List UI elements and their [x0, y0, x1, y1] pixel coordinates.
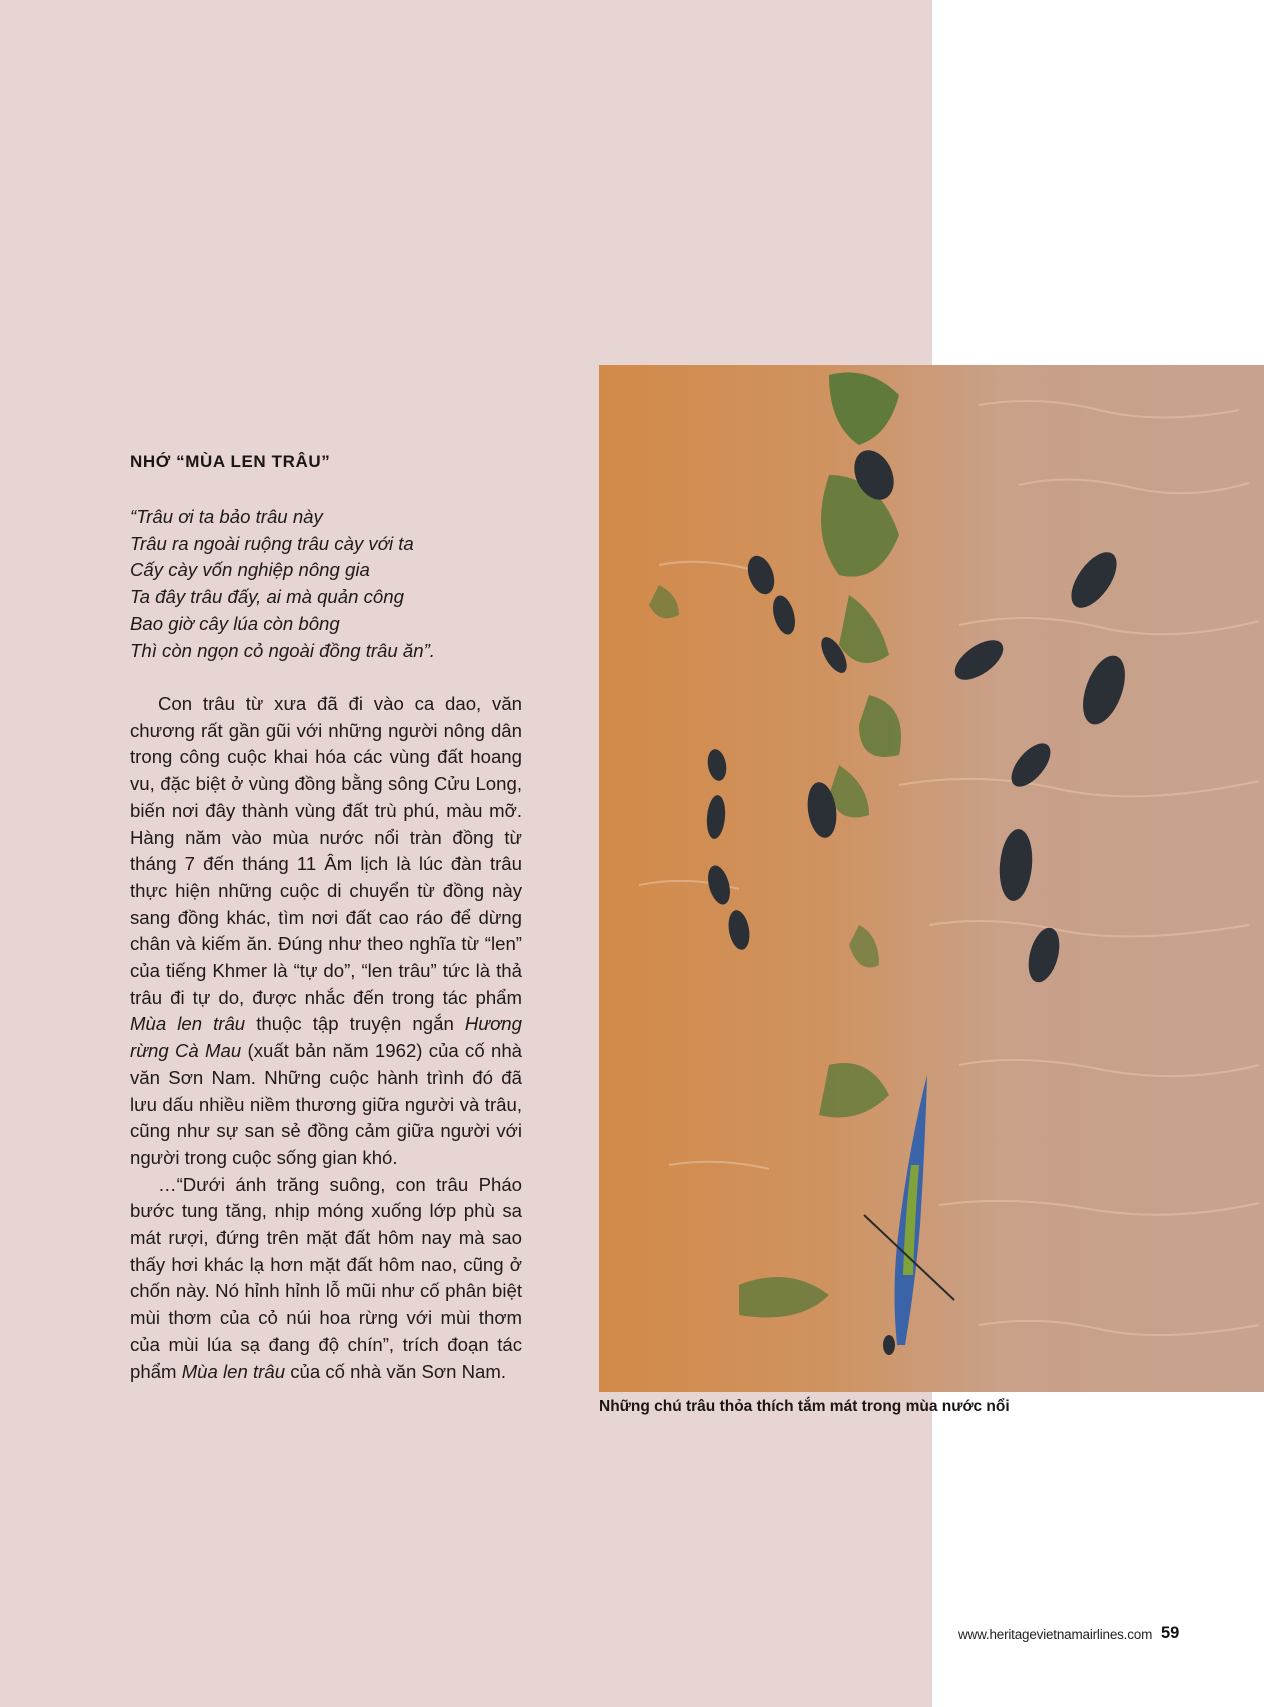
paragraph-1 [130, 691, 522, 1172]
poem-line: Bao giờ cây lúa còn bông [130, 612, 340, 634]
footer-url[interactable]: www.heritagevietnamairlines.com [958, 1627, 1153, 1642]
article-body [130, 691, 522, 1385]
poem-line: Thì còn ngọn cỏ ngoài đồng trâu ăn”. [130, 639, 435, 661]
paragraph-text: (xuất bản năm 1962) của cố nhà văn Sơn Nam. Những cuộc hành trình đó đã lưu dấu nhiều niềm thương giữa người và trâu, cũng như sự san sẻ đồng cảm giữa người với người trong cuộc sống gian khó. [130, 1040, 523, 1168]
paragraph-2 [130, 1172, 522, 1386]
paragraph-text: Con trâu từ xưa đã đi vào ca dao, văn chương rất gần gũi với những người nông dân trong công cuộc khai hóa các vùng đất hoang vu, đặc biệt ở vùng đồng bằng sông Cửu Long, biến nơi đây thành vùng đất trù phú, màu mỡ. Hàng năm vào mùa nước nổi tràn đồng từ tháng 7 đến tháng 11 Âm lịch là lúc đàn trâu thực hiện những cuộc di chuyển từ đồng này sang đồng khác, tìm nơi đất cao ráo để dừng chân và kiếm ăn. Đúng như theo nghĩa từ “len” của tiếng Khmer là “tự do”, “len trâu” tức là thả trâu đi tự do, được nhắc đến trong tác phẩm [130, 693, 522, 1008]
poem-line: “Trâu ơi ta bảo trâu này [130, 506, 323, 527]
photo-caption: Những chú trâu thỏa thích tắm mát trong mùa nước nổi [599, 1398, 1010, 1415]
poem [130, 504, 530, 664]
aerial-buffalo-photo [599, 365, 1264, 1392]
poem-line: Ta đây trâu đấy, ai mà quản công [130, 586, 404, 608]
floodwater [599, 365, 1264, 1392]
paragraph-text: của cố nhà văn Sơn Nam. [285, 1360, 507, 1382]
section-heading: NHỚ “MÙA LEN TRÂU” [130, 452, 331, 471]
work-title: Hương rừng Cà Mau [130, 1013, 522, 1062]
poem-line: Trâu ra ngoài ruộng trâu cày với ta [130, 532, 414, 554]
paragraph-text: thuộc tập truyện ngắn [245, 1013, 465, 1035]
work-title: Mùa len trâu [181, 1360, 286, 1382]
photo-illustration [599, 365, 1264, 1392]
poem-line: Cấy cày vốn nghiệp nông gia [130, 559, 370, 581]
paragraph-text: …“Dưới ánh trăng suông, con trâu Pháo bước tung tăng, nhịp móng xuống lớp phù sa mát rượi, đứng trên mặt đất hôm nay mà sao thấy hơi khác lạ hơn mặt đất hôm nao, cũng ở chốn này. Nó hỉnh hỉnh lỗ mũi như cố phân biệt mùi thơm của cỏ núi hoa rừng với mùi thơm của mùi lúa sạ đang độ chín”, trích đoạn tác phẩm [130, 1173, 522, 1382]
page-number: 59 [1161, 1624, 1180, 1642]
work-title: Mùa len trâu [130, 1013, 246, 1035]
